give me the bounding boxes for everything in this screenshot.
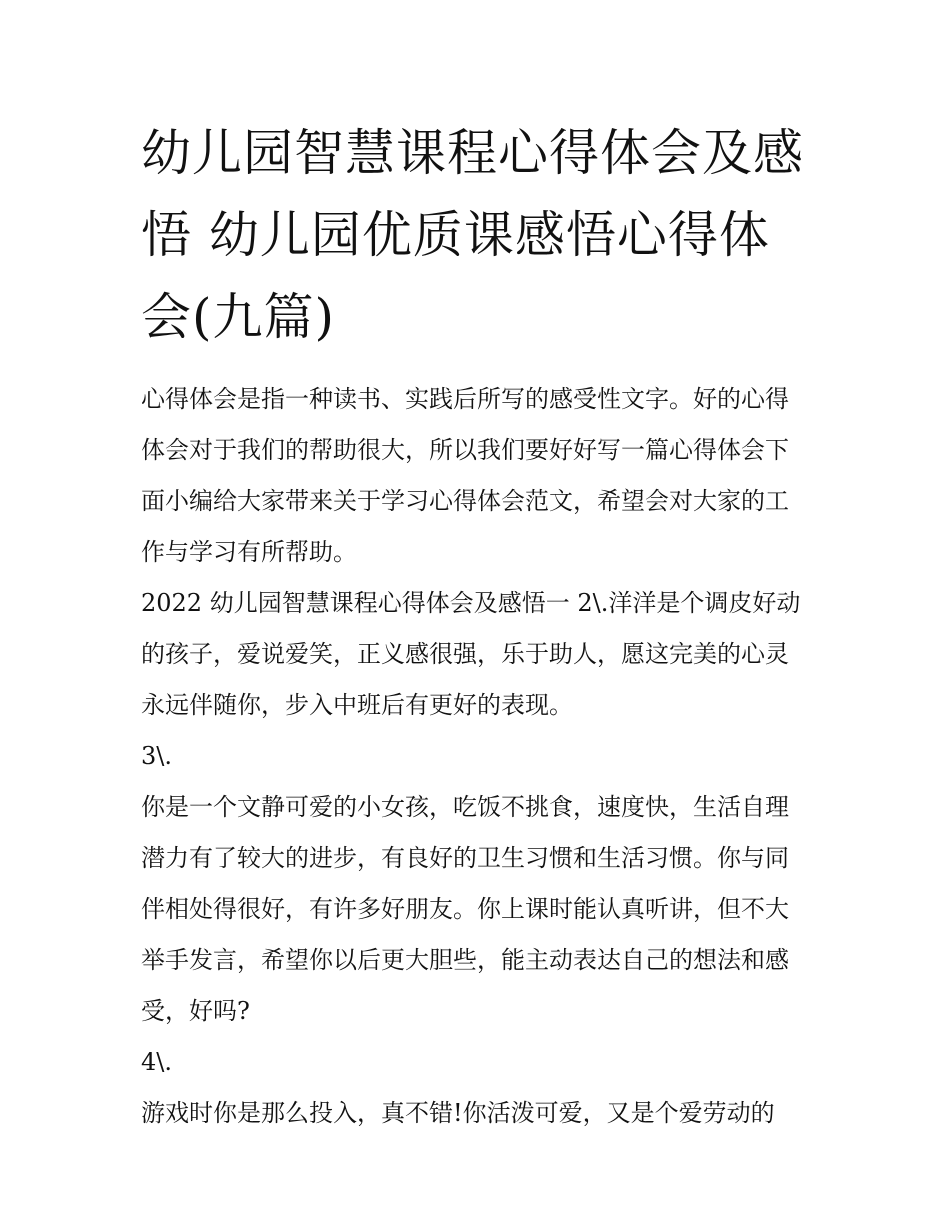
document-title: 幼儿园智慧课程心得体会及感悟 幼儿园优质课感悟心得体会(九篇) [141,124,804,346]
document-body [141,374,812,1139]
paragraph-number-4: 4\. [141,1048,172,1076]
paragraph-intro: 心得体会是指一种读书、实践后所写的感受性文字。好的心得体会对于我们的帮助很大，所以我们要好好写一篇心得体会下面小编给大家带来关于学习心得体会范文，希望会对大家的工作与学习有所帮助。 [141,385,789,566]
paragraph-item-3: 你是一个文静可爱的小女孩，吃饭不挑食，速度快，生活自理潜力有了较大的进步，有良好的卫生习惯和生活习惯。你与同伴相处得很好，有许多好朋友。你上课时能认真听讲，但不大举手发言，希望你以后更大胆些，能主动表达自己的想法和感受，好吗? [141,793,789,1025]
paragraph-item-2: 2022 幼儿园智慧课程心得体会及感悟一 2\.洋洋是个调皮好动的孩子，爱说爱笑，正义感很强，乐于助人，愿这完美的心灵永远伴随你，步入中班后有更好的表现。 [141,589,801,719]
paragraph-number-3: 3\. [141,742,172,770]
paragraph-item-4: 游戏时你是那么投入，真不错!你活泼可爱，又是个爱劳动的 [141,1099,775,1127]
